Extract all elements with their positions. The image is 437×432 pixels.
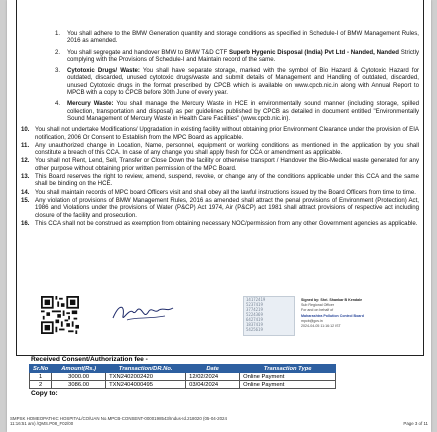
- handwritten-signature: [109, 298, 179, 328]
- sub-conditions-list: [55, 30, 419, 122]
- sub-condition-2: 2. You shall segregate and handover BMW to BMW T&D CTF Superb Hygenic Disposal (India) Pvt Ltd - Nanded, Nanded Strictly complying with the Provisions of Schedule-I and Maintain record of the same.: [55, 48, 419, 63]
- signature-block: [21, 292, 419, 354]
- sub-condition-3: 3. Cytotoxic Drugs/ Waste: You shall have separate storage, marked with the symbol of Bio Hazard & Cytotoxic Hazard for outdated, discarded, unused cytotoxic drugs/waste and submit details of Management and Handling of outdated, discarded, unused Cytotoxic drugs in the format prescribed by CPCB which is available on www.cpcb.nic.in along with Annual Report to MPCB with a copy to CPCB before 30th June of every year.: [55, 67, 419, 97]
- main-conditions-list: [21, 126, 419, 227]
- page-number: Page 3 of 11: [403, 421, 428, 426]
- sub-condition-1: 1. You shall adhere to the BMW Generation quantity and storage conditions as specified in Schedule-I of BMW Management Rules, 2016 as amended.: [55, 30, 419, 45]
- digital-signature-stamp: 14172419 5237419 3774219 5224369 6427419 1837419 5425619: [243, 296, 295, 336]
- footer-reference-2: 11:16:51 am) /QMS.P08_F02/00: [10, 421, 74, 427]
- fee-table: [29, 364, 336, 389]
- copy-to-label: Copy to:: [31, 390, 58, 397]
- signer-details: Signed by: Shri. Shankar B Kendale Sub Regional Officer For and on behalf of Maharashtra Pollution Control Board mpcb@gov.in 2024-04-05 11:16:12 IST: [301, 298, 364, 329]
- fee-section: [21, 356, 419, 397]
- conditions-body: [21, 0, 419, 228]
- table-row: 1 3000.00 TXN2402002420 12/02/2024 Online Payment: [30, 373, 336, 381]
- page-footer: [10, 416, 430, 427]
- document-page: [7, 0, 431, 432]
- condition-10: 10. You shall not undertake Modifications/ Upgradation in existing facility without obtaining prior Environment Clearance under the provision of EIA notification, 2006 Or Consent to Establish from the MPC Board as applicable.: [21, 126, 419, 141]
- ctf-operator-name: Superb Hygenic Disposal (India) Pvt Ltd - Nanded, Nanded: [229, 48, 399, 56]
- condition-16: 16. This CCA shall not be construed as exemption from obtaining necessary NOC/permission from any other Government agencies as applicable.: [21, 219, 418, 227]
- fee-table-header: Sr.No Amount(Rs.) Transaction/DR.No. Date Transaction Type: [30, 365, 336, 373]
- condition-14: 14. You shall maintain records of MPC board Officers visit and shall obey all the lawful instructions issued by the Board Officers from time to time.: [21, 188, 416, 196]
- fee-title: Received Consent/Authorization fee -: [31, 356, 148, 363]
- condition-12: 12. You shall not Rent, Lend, Sell, Transfer or Close Down the facility or otherwise transport / Handover the Bio-Medical waste generated for any other purpose without obtaining prior written permission of the MPC Board.: [21, 157, 419, 172]
- condition-15: 15. Any violation of provisions of BMW Management Rules, 2016 as amended shall attract the penal provisions of Environment (Protection) Act, 1986 and Violations under the provisions of Water (P&CP) Act 1974, Air (P&CP) act 1981 shall attract provisions of respective act including closure of the facility and prosecution.: [21, 196, 419, 219]
- footer-reference: SMPSK HOMEOPATHIC HOSPITAL/CO/UAN No.MPCB-CONSENT-0000198543/Indus-Id.218020 (05-04-2024: [10, 416, 227, 421]
- table-row: 2 3086.00 TXN2404000495 03/04/2024 Online Payment: [30, 381, 336, 389]
- sub-condition-4: 4. Mercury Waste: You shall manage the Mercury Waste in HCE in environmentally sound manner (including storage, spilled collection, transportation and disposal) as per guidelines published by CPCB as detailed in document entitled "Environmentally Sound Management of Mercury Waste in Health Care Facilities" (www.cpcb.nic.in).: [55, 100, 419, 122]
- condition-13: 13. This Board reserves the right to review, amend, suspend, revoke, or change any of the conditions applicable under this CCA and the same shall be binding on the HCE.: [21, 173, 419, 188]
- condition-11: 11. Any unauthorized change in Location, Name, personnel, equipment or working conditions as mentioned in the application by you shall constitute a breach of this CCA. In case of any change you shall apply fresh for CCA or amendment as applicable.: [21, 141, 419, 157]
- qr-code-icon[interactable]: [41, 296, 79, 334]
